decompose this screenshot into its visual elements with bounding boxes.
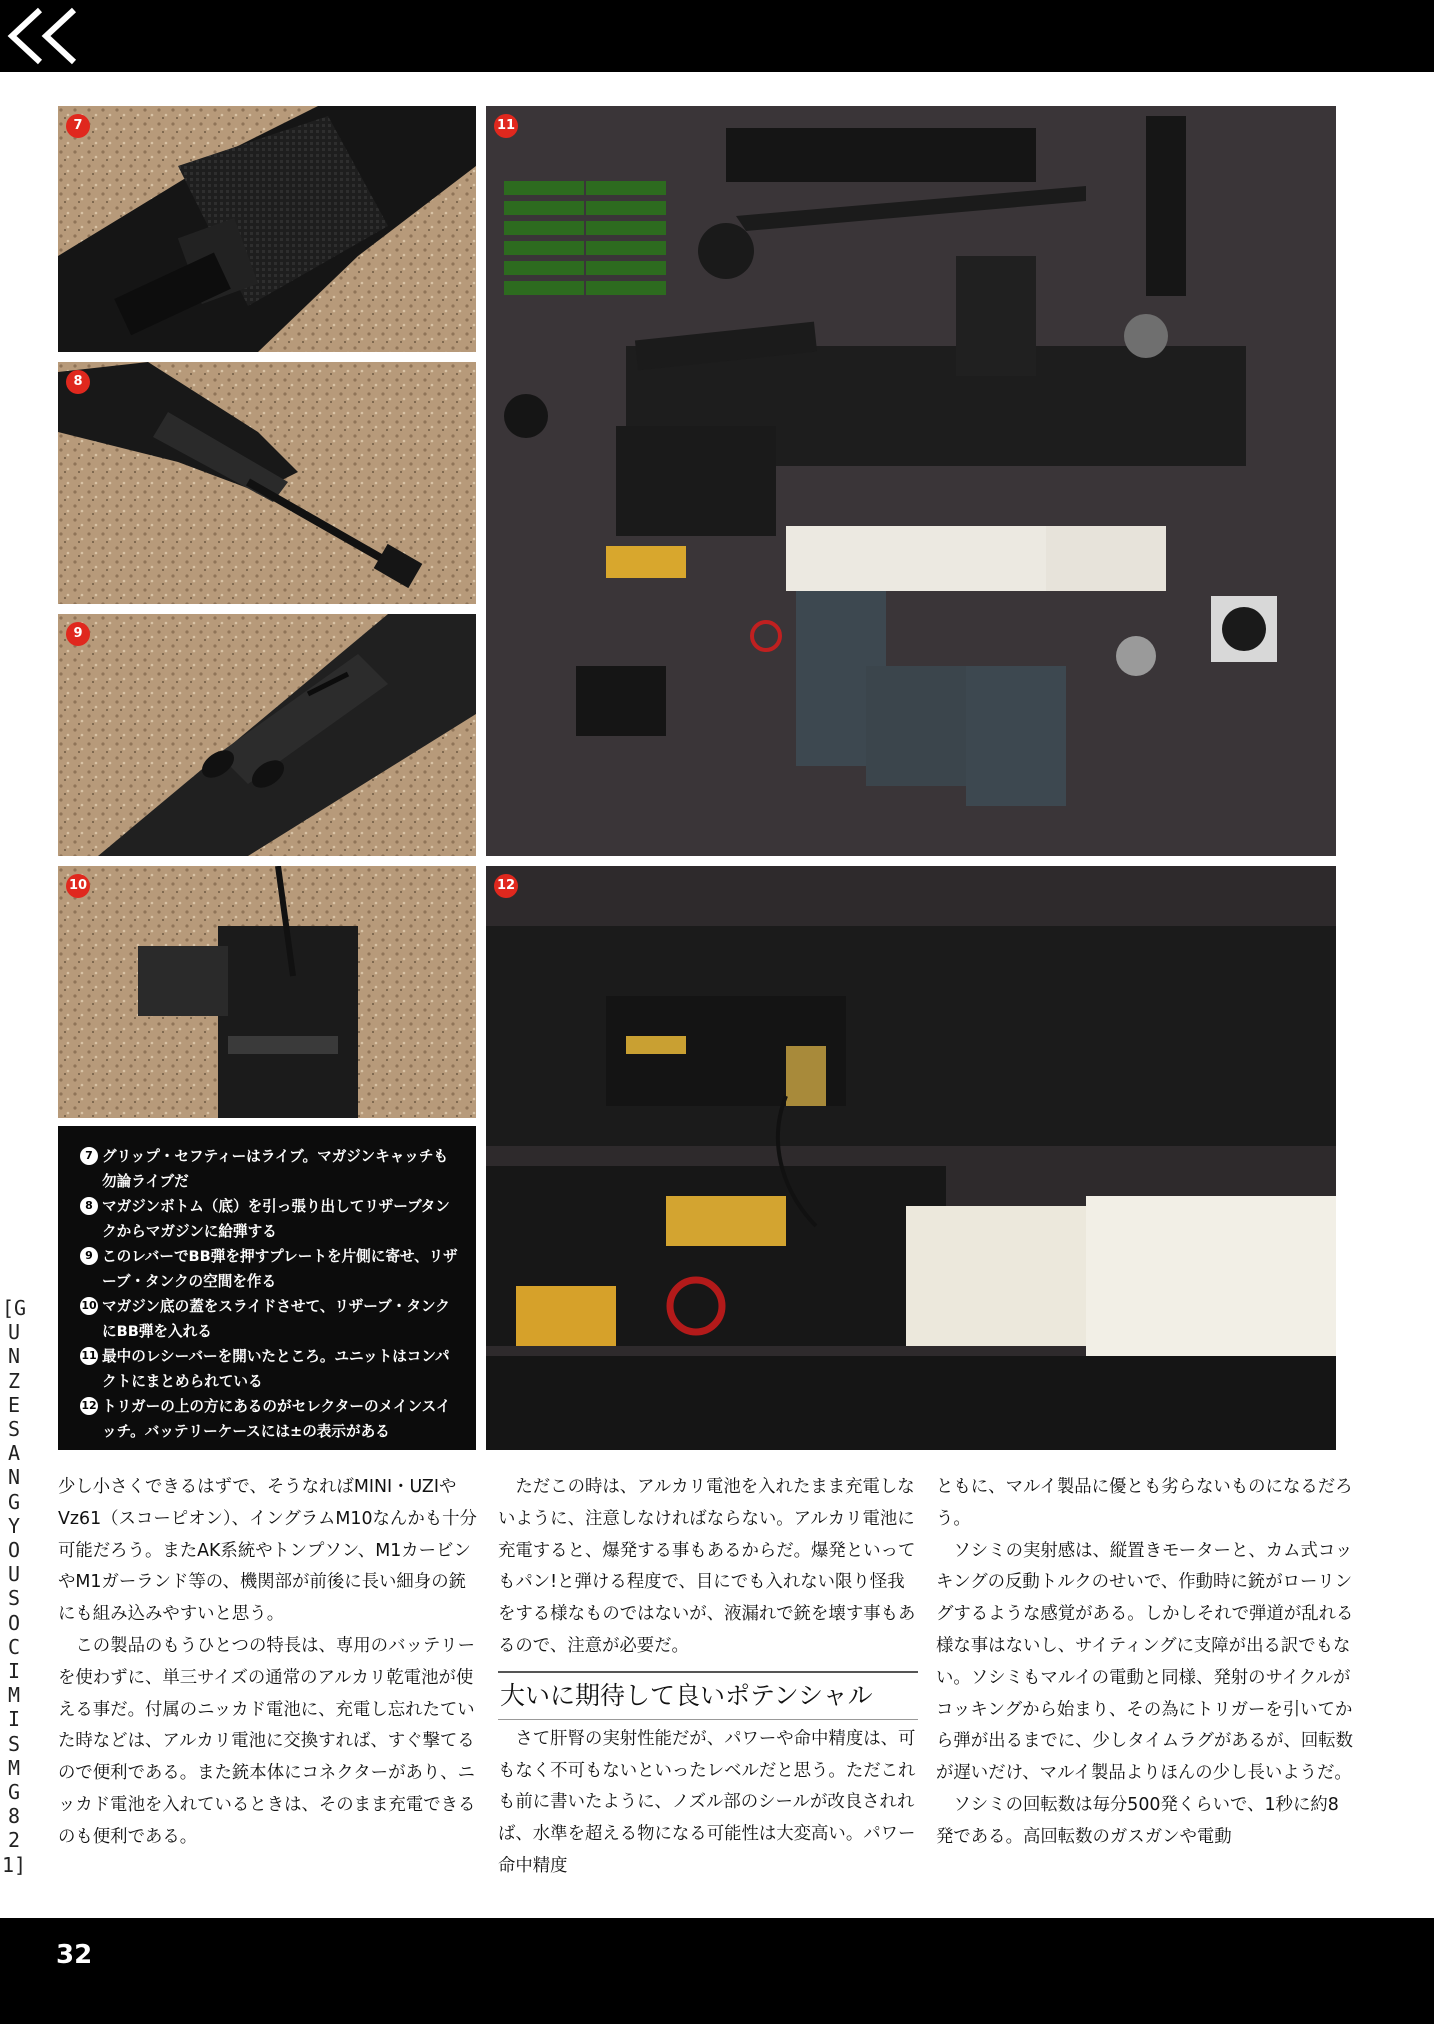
caption-7: 7 グリップ・セフティーはライブ。マガジンキャッチも勿論ライブだ (80, 1144, 462, 1194)
body-column-2 (498, 1472, 918, 1883)
photo-7 (58, 106, 476, 352)
body-column-3 (936, 1472, 1356, 1854)
photo-12 (486, 866, 1336, 1450)
caption-box (58, 1126, 476, 1450)
photo-7-number: 7 (66, 114, 90, 138)
photo-9-number: 9 (66, 622, 90, 646)
photo-11-number: 11 (494, 114, 518, 138)
paragraph: ただこの時は、アルカリ電池を入れたまま充電しないように、注意しなければならない。アルカリ電池に充電すると、爆発する事もあるからだ。爆発といってもパン!と弾ける程度で、目にでも入れない限り怪我をする様なものではないが、液漏れで銃を壊す事もあるので、注意が必要だ。 (498, 1477, 916, 1656)
photo-11-image (486, 106, 1336, 856)
caption-11: 11 最中のレシーバーを開いたところ。ユニットはコンパクトにまとめられている (81, 1348, 450, 1390)
photo-10 (58, 866, 476, 1118)
caption-10: 10 マガジン底の蓋をスライドさせて、リザーブ・タンクにBB弾を入れる (81, 1298, 450, 1340)
side-running-head: [GUNZESANGYOU SOCIMI SMG821] (2, 1296, 27, 1877)
double-chevron-left-icon (4, 4, 84, 68)
paragraph: さて肝腎の実射性能だが、パワーや命中精度は、可もなく不可もないといったレベルだと思う。ただこれも前に書いたように、ノズル部のシールが改良されれば、水準を超える物になる可能性は大変高い。パワー命中精度 (498, 1728, 916, 1876)
photo-9 (58, 614, 476, 856)
photo-8-number: 8 (66, 370, 90, 394)
section-heading: 大いに期待して良いポテンシャル (498, 1671, 918, 1720)
paragraph: 少し小さくできるはずで、そうなればMINI・UZIやVz61（スコーピオン）、イングラムM10なんかも十分可能だろう。またAK系統やトンプソン、M1カービンやM1ガーランド等の、機関部が前後に長い細身の銃にも組み込みやすいと思う。 (58, 1477, 477, 1625)
paragraph: ともに、マルイ製品に優とも劣らないものになるだろう。 (936, 1477, 1353, 1529)
caption-9: 9 このレバーでBB弾を押すプレートを片側に寄せ、リザーブ・タンクの空間を作る (80, 1244, 462, 1294)
bottom-bar (0, 1918, 1434, 2024)
caption-12: 12 トリガーの上の方にあるのがセレクターのメインスイッチ。バッテリーケースには±の表示がある (81, 1398, 451, 1440)
top-bar (0, 0, 1434, 72)
paragraph: ソシミの回転数は毎分500発くらいで、1秒に約8発である。高回転数のガスガンや電動 (936, 1794, 1339, 1847)
photo-8-image (58, 362, 476, 604)
paragraph: この製品のもうひとつの特長は、専用のバッテリーを使わずに、単三サイズの通常のアルカリ乾電池が使える事だ。付属のニッカド電池に、充電し忘れたていた時などは、アルカリ電池に交換すれば、すぐ撃てるので便利である。また銃本体にコネクターがあり、ニッカド電池を入れているときは、そのまま充電できるのも便利である。 (58, 1635, 476, 1847)
photo-11 (486, 106, 1336, 856)
photo-12-number: 12 (494, 874, 518, 898)
caption-8: 8 マガジンボトム（底）を引っ張り出してリザーブタンクからマガジンに給弾する (80, 1194, 462, 1244)
photo-9-image (58, 614, 476, 856)
photo-10-number: 10 (66, 874, 90, 898)
page-number: 32 (56, 1940, 93, 1970)
photo-12-image (486, 866, 1336, 1450)
photo-7-image (58, 106, 476, 352)
body-column-1 (58, 1472, 478, 1854)
photo-8 (58, 362, 476, 604)
paragraph: ソシミの実射感は、縦置きモーターと、カム式コッキングの反動トルクのせいで、作動時に銃がローリングするような感覚がある。しかしそれで弾道が乱れる様な事はないし、サイティングに支障が出る訳でもない。ソシミもマルイの電動と同様、発射のサイクルがコッキングから始まり、その為にトリガーを引いてから弾が出るまでに、少しタイムラグがあるが、回転数が遅いだけ、マルイ製品よりほんの少し長いようだ。 (936, 1540, 1354, 1784)
photo-10-image (58, 866, 476, 1118)
